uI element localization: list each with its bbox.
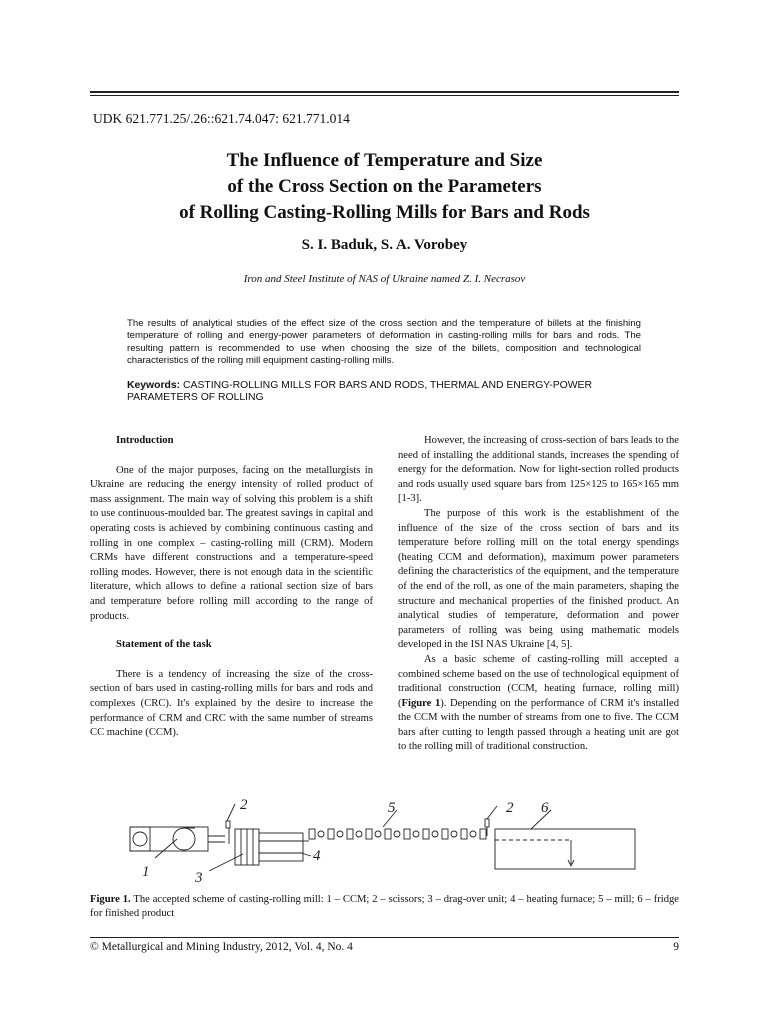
mill-stand xyxy=(366,829,372,839)
mill-roll xyxy=(337,831,343,837)
leader-line xyxy=(155,839,177,858)
leader-line xyxy=(487,806,497,819)
body-paragraph xyxy=(398,653,679,755)
mill-stand xyxy=(480,829,486,839)
abstract: The results of analytical studies of the effect size of the cross section and the temperature of billets at the finishing temperature of rolling and energy-power parameters of deformation in casting-rolling mills for bars and rods. The resulting pattern is recommended to use when choosing the size of the billets, composition and technological characteristics of the rolling mill equipment casting-rolling mills. xyxy=(127,318,641,367)
figure-caption xyxy=(90,893,679,920)
footer-rule xyxy=(90,937,679,938)
figure-label-1: 1 xyxy=(142,864,150,880)
mill-roll xyxy=(394,831,400,837)
figure-label-3: 3 xyxy=(195,870,203,886)
figure-label-4: 4 xyxy=(313,848,321,864)
mill-stand xyxy=(404,829,410,839)
section-heading-introduction: Introduction xyxy=(116,435,174,446)
paragraph-text: ). Depending on the performance of CRM it's installed the CCM with the number of streams from one to five. The CCM bars after cutting to length passed through a heating unit are got to the rolling mill of traditional construction. xyxy=(398,697,679,753)
authors: S. I. Baduk, S. A. Vorobey xyxy=(301,237,468,253)
mill-stand xyxy=(461,829,467,839)
figure-label-5: 5 xyxy=(388,800,396,816)
fridge xyxy=(495,829,635,869)
mill-scheme-drawing xyxy=(125,796,645,891)
top-rule-thin xyxy=(90,95,679,96)
paper-title xyxy=(90,148,679,226)
ccm-roll-circle xyxy=(133,832,147,846)
mill-stand xyxy=(309,829,315,839)
keywords-text: CASTING-ROLLING MILLS FOR BARS AND RODS, THERMAL AND ENERGY-POWER PARAMETERS OF ROLLING xyxy=(127,380,592,404)
caption-text: The accepted scheme of casting-rolling mill: 1 – CCM; 2 – scissors; 3 – drag-over unit; 4 – heating furnace; 5 – mill; 6 – fridge for finished product xyxy=(90,894,679,919)
mill-stand xyxy=(423,829,429,839)
leader-line xyxy=(227,804,235,821)
figure-1-scheme xyxy=(125,796,645,891)
mill-stand xyxy=(328,829,334,839)
mill-roll xyxy=(451,831,457,837)
scissors-symbol xyxy=(226,821,230,828)
mill-roll xyxy=(432,831,438,837)
udk-code: UDK 621.771.25/.26::621.74.047: 621.771.014 xyxy=(93,111,350,126)
keywords-label: Keywords: xyxy=(127,380,181,391)
body-paragraph: However, the increasing of cross-section of bars leads to the need of installing the additional stands, increases the spending of energy for the deformation. Now for light-section rolled products and rods usually used square bars from 125×125 to 165×165 mm [1-3]. xyxy=(398,435,679,505)
mill-roll xyxy=(375,831,381,837)
mill-roll xyxy=(470,831,476,837)
mill-stand xyxy=(442,829,448,839)
figure-label-6: 6 xyxy=(541,800,549,816)
title-line: of Rolling Casting-Rolling Mills for Bars and Rods xyxy=(179,202,590,223)
top-rule-thick xyxy=(90,91,679,93)
mill-roll xyxy=(356,831,362,837)
right-column xyxy=(398,434,679,755)
ccm-ladle-circle xyxy=(173,828,195,850)
mill-roll xyxy=(318,831,324,837)
body-paragraph: The purpose of this work is the establishment of the influence of the size of the cross section of bars and its temperature before rolling mill on the total energy spendings (heating CCM and deformation), maximum power parameters defining the characteristics of the equipment, and the temperature of the end of the roll, as one of the main parameters, shaping the structure and mechanical properties of the finished product. An analytical studies of temperature, deformation and power parameters of rolling was being using mathematic models developed in the ISI NAS Ukraine [4, 5]. xyxy=(398,507,679,651)
page-number: 9 xyxy=(673,941,679,953)
mill-roll xyxy=(413,831,419,837)
ccm-block xyxy=(130,827,208,851)
mill-stands xyxy=(309,829,486,839)
figure-label-2b: 2 xyxy=(506,800,514,816)
figure-label-2: 2 xyxy=(240,797,248,813)
task-paragraph: There is a tendency of increasing the size of the cross-section of bars used in casting-rolling mills for bars and rods and complexes (CRC). It's explained by the desire to increase the performance of CRM and CRC with the same number of streams CC machine (CCM). xyxy=(90,668,373,739)
mill-stand xyxy=(347,829,353,839)
intro-paragraph: One of the major purposes, facing on the metallurgists in Ukraine are reducing the energy intensity of rolled product of mass assignment. The main way of solving this problem is a shift to use continuous-moulded bar. The greatest savings in capital and operating costs is achieved by combining continuous casting and rolling in one complex – casting-rolling mill (CRM). Modern CRMs have different constructions and a temperature-speed rolling modes. However, there is not enough data in the scientific literature, which allows to define a rational section size of bars and temperature before rolling mill according to the range of products. xyxy=(90,464,373,622)
affiliation: Iron and Steel Institute of NAS of Ukraine named Z. I. Necrasov xyxy=(243,273,526,285)
heating-furnace xyxy=(259,833,303,861)
journal-citation: © Metallurgical and Mining Industry, 2012, Vol. 4, No. 4 xyxy=(90,941,353,953)
paragraph-text: As a basic scheme of casting-rolling mill accepted a combined scheme based on the use of technological equipment of traditional construction (CCM, heating furnace, rolling mill) ( xyxy=(398,653,679,709)
left-column xyxy=(90,434,373,741)
caption-label: Figure 1. xyxy=(90,894,131,905)
scissors-symbol xyxy=(485,819,489,827)
leader-line xyxy=(301,853,311,856)
figure-reference-link[interactable]: Figure 1 xyxy=(401,697,441,709)
keywords xyxy=(127,380,641,405)
mill-stand xyxy=(385,829,391,839)
title-line: The Influence of Temperature and Size xyxy=(226,150,543,171)
title-line: of the Cross Section on the Parameters xyxy=(227,176,542,197)
section-heading-task: Statement of the task xyxy=(116,639,212,651)
leader-line xyxy=(209,854,243,871)
